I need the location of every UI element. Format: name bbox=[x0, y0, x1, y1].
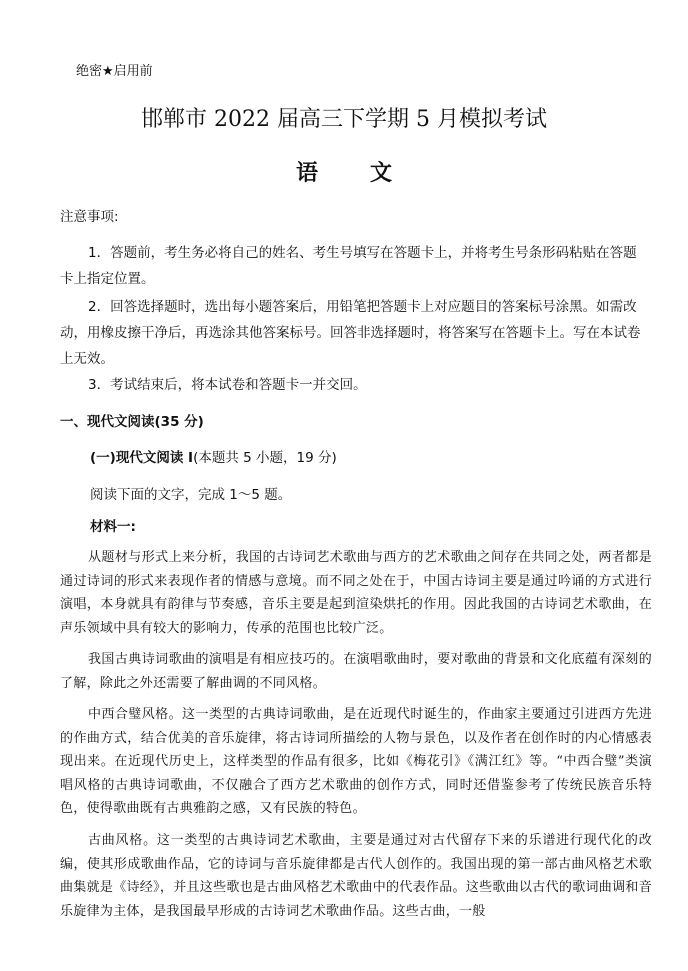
reading-instruction: 阅读下面的文字，完成 1～5 题。 bbox=[90, 487, 292, 503]
paragraph-3: 中西合璧风格。这一类型的古典诗词歌曲，是在近现代时诞生的，作曲家主要通过引进西方先进的作曲方式，结合优美的音乐旋律，将古诗词所描绘的人物与景色，以及作者在创作时的内心情感表现出来。在近现代历史上，这样类型的作品有很多，比如《梅花引》《满江红》等。“中西合璧”类演唱风格的古典诗词歌曲，不仅融合了西方艺术歌曲的创作方式，同时还借鉴参考了传统民族音乐特色，使得歌曲既有古典雅韵之感，又有民族的特色。 bbox=[60, 707, 652, 816]
subsection-meta: (本题共 5 小题，19 分) bbox=[193, 450, 337, 466]
subject-title: 语文 bbox=[295, 160, 444, 186]
note-item-1: 1．答题前，考生务必将自己的姓名、考生号填写在答题卡上，并将考生号条形码粘贴在答题卡上指定位置。 bbox=[60, 245, 637, 287]
confidential-note: 绝密★启用前 bbox=[76, 64, 153, 79]
notes-heading: 注意事项: bbox=[60, 209, 119, 225]
note-item-3: 3．考试结束后，将本试卷和答题卡一并交回。 bbox=[88, 377, 367, 393]
paragraph-2: 我国古典诗词歌曲的演唱是有相应技巧的。在演唱歌曲时，要对歌曲的背景和文化底蕴有深刻的了解，除此之外还需要了解曲调的不同风格。 bbox=[60, 652, 652, 691]
paragraph-4: 古曲风格。这一类型的古典诗词艺术歌曲，主要是通过对古代留存下来的乐谱进行现代化的改编，使其形成歌曲作品，它的诗词与音乐旋律都是古代人创作的。我国出现的第一部古曲风格艺术歌曲集就是《诗经》，并且这些歌也是古曲风格艺术歌曲中的代表作品。这些歌曲以古代的歌词曲调和音乐旋律为主体，是我国最早形成的古诗词艺术歌曲作品。这些古曲，一般 bbox=[60, 833, 653, 919]
material-label: 材料一: bbox=[90, 519, 136, 535]
subsection-title bbox=[90, 446, 337, 466]
paragraph-1: 从题材与形式上来分析，我国的古诗词艺术歌曲与西方的艺术歌曲之间存在共同之处，两者都是通过诗词的形式来表现作者的情感与意境。而不同之处在于，中国古诗词主要是通过吟诵的方式进行演唱，本身就具有韵律与节奏感，音乐主要是起到渲染烘托的作用。因此我国的古诗词艺术歌曲，在声乐领域中具有较大的影响力，传承的范围也比较广泛。 bbox=[60, 550, 652, 636]
note-item-2: 2．回答选择题时，选出每小题答案后，用铅笔把答题卡上对应题目的答案标号涂黑。如需改动，用橡皮擦干净后，再选涂其他答案标号。回答非选择题时，将答案写在答题卡上。写在本试卷上无效。 bbox=[60, 299, 641, 367]
section-title: 一、现代文阅读(35 分) bbox=[60, 414, 204, 430]
exam-title: 邯郸市 2022 届高三下学期 5 月模拟考试 bbox=[141, 107, 547, 132]
subsection-name: (一)现代文阅读 I bbox=[90, 450, 194, 466]
